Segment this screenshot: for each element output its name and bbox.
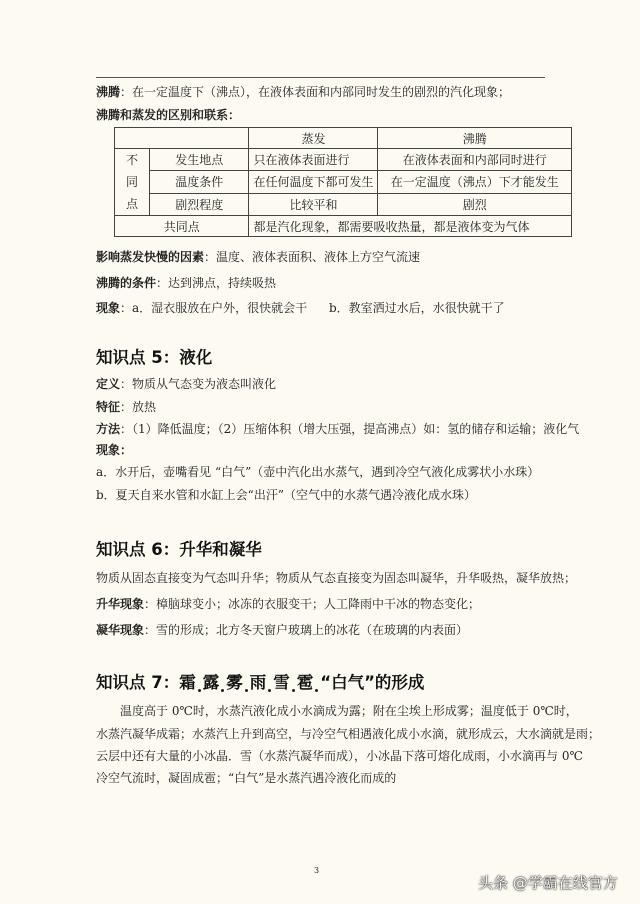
boiling-text: ：在一定温度下（沸点），在液体表面和内部同时发生的剧烈的汽化现象； [120, 85, 511, 99]
table-corner-cell [115, 128, 249, 149]
deposition-phenomena: 凝华现象：雪的形成；北方冬天窗户玻璃上的冰花（在玻璃的内表面） [96, 623, 469, 637]
formation-text-line: 温度高于 0℃时，水蒸汽液化成小水滴成为露；附在尘埃上形成雾；温度低于 0℃时， [120, 704, 578, 718]
table-cell: 比较平和 [249, 193, 378, 215]
page-number: 3 [314, 866, 320, 875]
table-cell: 在一定温度（沸点）下才能发生 [378, 171, 572, 193]
table-row-label: 剧烈程度 [150, 193, 249, 215]
difference-title: 沸腾和蒸发的区别和联系： [96, 108, 241, 122]
formation-text-line: 云层中还有大量的小冰晶．雪（水蒸汽凝华而成），小冰晶下落可熔化成雨，小水滴再与 0℃ [96, 749, 583, 763]
formation-text-line: 冷空气流时，凝固成雹；“白气”是水蒸汽遇冷液化而成的 [96, 771, 397, 785]
liquefaction-phenomenon-a: a．水开后，壶嘴看见 “白气”（壶中汽化出水蒸气，遇到冷空气液化成雾状小水珠） [96, 465, 540, 479]
section-6-title: 知识点 6：升华和凝华 [96, 540, 262, 559]
table-header-boiling: 沸腾 [378, 128, 572, 149]
boiling-conditions: 沸腾的条件：达到沸点，持续吸热 [96, 276, 277, 290]
table-cell: 在任何温度下都可发生 [249, 171, 378, 193]
header-rule [96, 77, 545, 78]
table-group-label: 不 同 点 [115, 149, 150, 216]
section-5-title: 知识点 5：液化 [96, 348, 213, 367]
formation-text-line: 水蒸汽凝华成霜；水蒸汽上升到高空，与冷空气相遇液化成小水滴，就形成云，大水滴就是雨； [96, 727, 601, 741]
liquefaction-feature: 特征：放热 [96, 400, 157, 414]
liquefaction-phenomenon-b: b．夏天自来水管和水缸上会“出汗”（空气中的水蒸气遇冷液化成水珠） [96, 488, 476, 502]
liquefaction-method: 方法：（1）降低温度；（2）压缩体积（增大压强，提高沸点）如：氢的储存和运输；液化气 [96, 422, 580, 436]
table-header-evaporation: 蒸发 [249, 128, 378, 149]
liquefaction-phenomena-label: 现象： [96, 443, 133, 457]
sublimation-phenomena: 升华现象：樟脑球变小；冰冻的衣服变干；人工降雨中干冰的物态变化； [96, 597, 481, 611]
evaporation-factors: 影响蒸发快慢的因素：温度、液体表面积、液体上方空气流速 [96, 250, 421, 264]
table-common-text: 都是汽化现象，都需要吸收热量，都是液体变为气体 [249, 216, 572, 237]
sublimation-intro: 物质从固态直接变为气态叫升华；物质从气态直接变为固态叫凝华，升华吸热，凝华放热； [96, 571, 577, 585]
table-cell: 在液体表面和内部同时进行 [378, 149, 572, 171]
section-7-title: 知识点 7：霜 露 雾 雨 雪 雹 “白气”的形成 [96, 673, 425, 692]
phenomena-line: 现象：a．湿衣服放在户外，很快就会干 b．教室洒过水后，水很快就干了 [96, 301, 505, 315]
table-row-label: 温度条件 [150, 171, 249, 193]
table-cell: 剧烈 [378, 193, 572, 215]
table-cell: 只在液体表面进行 [249, 149, 378, 171]
boiling-term: 沸腾 [96, 85, 121, 99]
boiling-definition [96, 84, 510, 100]
watermark: 头条 @学霸在线官方 [478, 874, 618, 892]
table-common-label: 共同点 [115, 216, 249, 237]
comparison-table [114, 127, 572, 237]
liquefaction-definition: 定义：物质从气态变为液态叫液化 [96, 377, 277, 391]
table-row-label: 发生地点 [150, 149, 249, 171]
